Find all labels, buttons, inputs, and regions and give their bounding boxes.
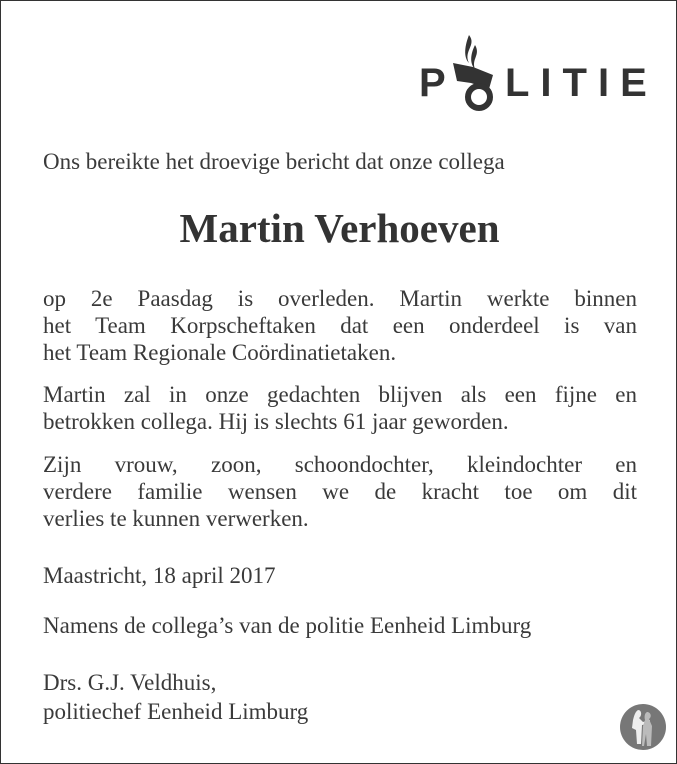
logo-text-p: P: [419, 61, 457, 105]
politie-logo: [419, 33, 658, 113]
paragraph-line: verlies te kunnen verwerken.: [43, 506, 309, 531]
signature-name: Drs. G.J. Veldhuis,: [43, 670, 217, 695]
paragraph-line: verdere familie wensen we de kracht toe om dit: [43, 479, 637, 504]
place-date: Maastricht, 18 april 2017: [43, 563, 276, 588]
paragraph-line: het Team Korpscheftaken dat een onderdeel is van: [43, 313, 637, 338]
paragraph-line: het Team Regionale Coördinatietaken.: [43, 340, 397, 365]
logo-text-litie: LITIE: [505, 61, 658, 105]
signature-title: politiechef Eenheid Limburg: [43, 699, 309, 724]
flame-emblem-icon: [449, 33, 501, 113]
intro-text: Ons bereikte het droevige bericht dat onze collega: [43, 149, 505, 174]
deceased-name: Martin Verhoeven: [179, 205, 500, 251]
paragraph-line: Martin zal in onze gedachten blijven als een fijne en: [43, 382, 637, 407]
paragraph-line: op 2e Paasdag is overleden. Martin werkte binnen: [43, 286, 637, 311]
on-behalf-text: Namens de collega’s van de politie Eenheid Limburg: [43, 613, 532, 638]
embracing-people-icon: [620, 704, 666, 750]
paragraph-line: Zijn vrouw, zoon, schoondochter, kleindochter en: [43, 452, 637, 477]
paragraph-line: betrokken collega. Hij is slechts 61 jaar geworden.: [43, 409, 509, 434]
